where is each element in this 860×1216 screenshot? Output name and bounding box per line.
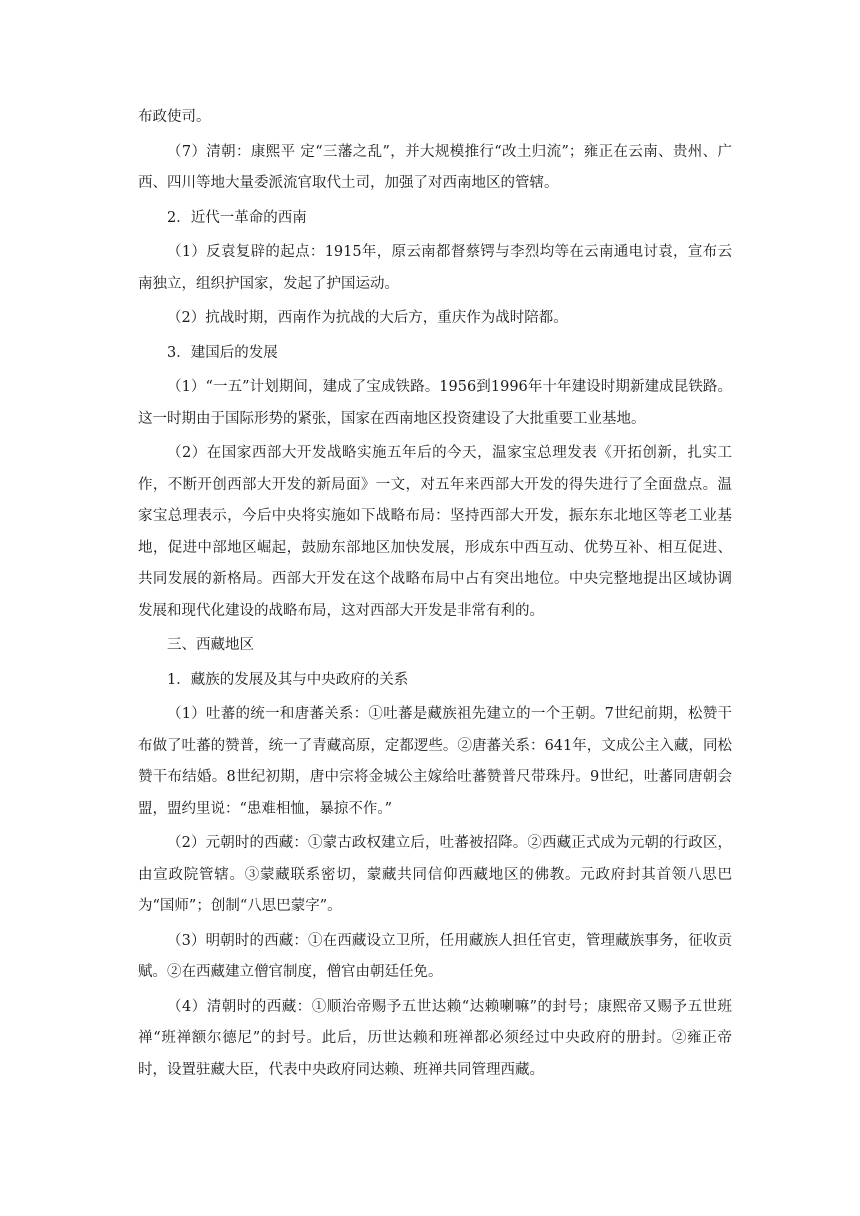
subsection-heading-tibetan-relations: 1．藏族的发展及其与中央政府的关系: [167, 671, 409, 688]
section-heading-tibet: 三、西藏地区: [167, 637, 254, 653]
paragraph-ming-tibet: （3）明朝时的西藏：①在西藏设立卫所，任用藏族人担任官吏，管理藏族事务，征收贡赋。②在西藏建立僧官制度，僧官由朝廷任免。: [138, 932, 732, 980]
paragraph-five-year-plan: （1）“一五”计划期间，建成了宝成铁路。1956到1996年十年建设时期新建成昆铁路。这一时期由于国际形势的紧张，国家在西南地区投资建设了大批重要工业基地。: [138, 379, 732, 427]
paragraph-qing-tibet: （4）清朝时的西藏：①顺治帝赐予五世达赖“达赖喇嘛”的封号；康熙帝又赐予五世班禅“班禅额尔德尼”的封号。此后，历世达赖和班禅都必须经过中央政府的册封。②雍正帝时，设置驻藏大臣，代表中央政府同达赖、班禅共同管理西藏。: [138, 998, 732, 1078]
paragraph-anti-yuan: （1）反袁复辟的起点：1915年，原云南都督蔡锷与李烈均等在云南通电讨袁，宣布云南独立，组织护国家，发起了护国运动。: [138, 244, 732, 292]
paragraph-tubo: （1）吐蕃的统一和唐蕃关系：①吐蕃是藏族祖先建立的一个王朝。7世纪前期，松赞干布做了吐蕃的赞普，统一了青藏高原，定都逻些。②唐蕃关系：641年，文成公主入藏，同松赞干布结婚。8世纪初期，唐中宗将金城公主嫁给吐蕃赞普尺带珠丹。9世纪，吐蕃同唐朝会盟，盟约里说：“患难相恤，暴掠不作。”: [138, 706, 732, 817]
paragraph-qing-dynasty: （7）清朝：康熙平 定“三藩之乱”，并大规模推行“改土归流”；雍正在云南、贵州、广西、四川等地大量委派流官取代土司，加强了对西南地区的管辖。: [138, 143, 732, 191]
paragraph-yuan-tibet: （2）元朝时的西藏：①蒙古政权建立后，吐蕃被招降。②西藏正式成为元朝的行政区，由宣政院管辖。③蒙藏联系密切，蒙藏共同信仰西藏地区的佛教。元政府封其首领八思巴为“国师”；创制“八思巴蒙字”。: [138, 835, 732, 914]
paragraph-western-development: （2）在国家西部大开发战略实施五年后的今天，温家宝总理发表《开拓创新，扎实工作，不断开创西部大开发的新局面》一文，对五年来西部大开发的得失进行了全面盘点。温家宝总理表示，今后中央将实施如下战略布局：坚持西部大开发，振东东北地区等老工业基地，促进中部地区崛起，鼓励东部地区加快发展，形成东中西互动、优势互补、相互促进、共同发展的新格局。西部大开发在这个战略布局中占有突出地位。中央完整地提出区域协调发展和现代化建设的战略布局，这对西部大开发是非常有利的。: [138, 445, 732, 619]
section-heading-post-founding: 3．建国后的发展: [167, 344, 278, 361]
paragraph-continuation: 布政使司。: [138, 109, 211, 125]
document-page: [138, 102, 732, 1086]
paragraph-war-time: （2）抗战时期，西南作为抗战的大后方，重庆作为战时陪都。: [167, 310, 568, 326]
section-heading-modern-southwest: 2．近代一革命的西南: [167, 209, 307, 226]
